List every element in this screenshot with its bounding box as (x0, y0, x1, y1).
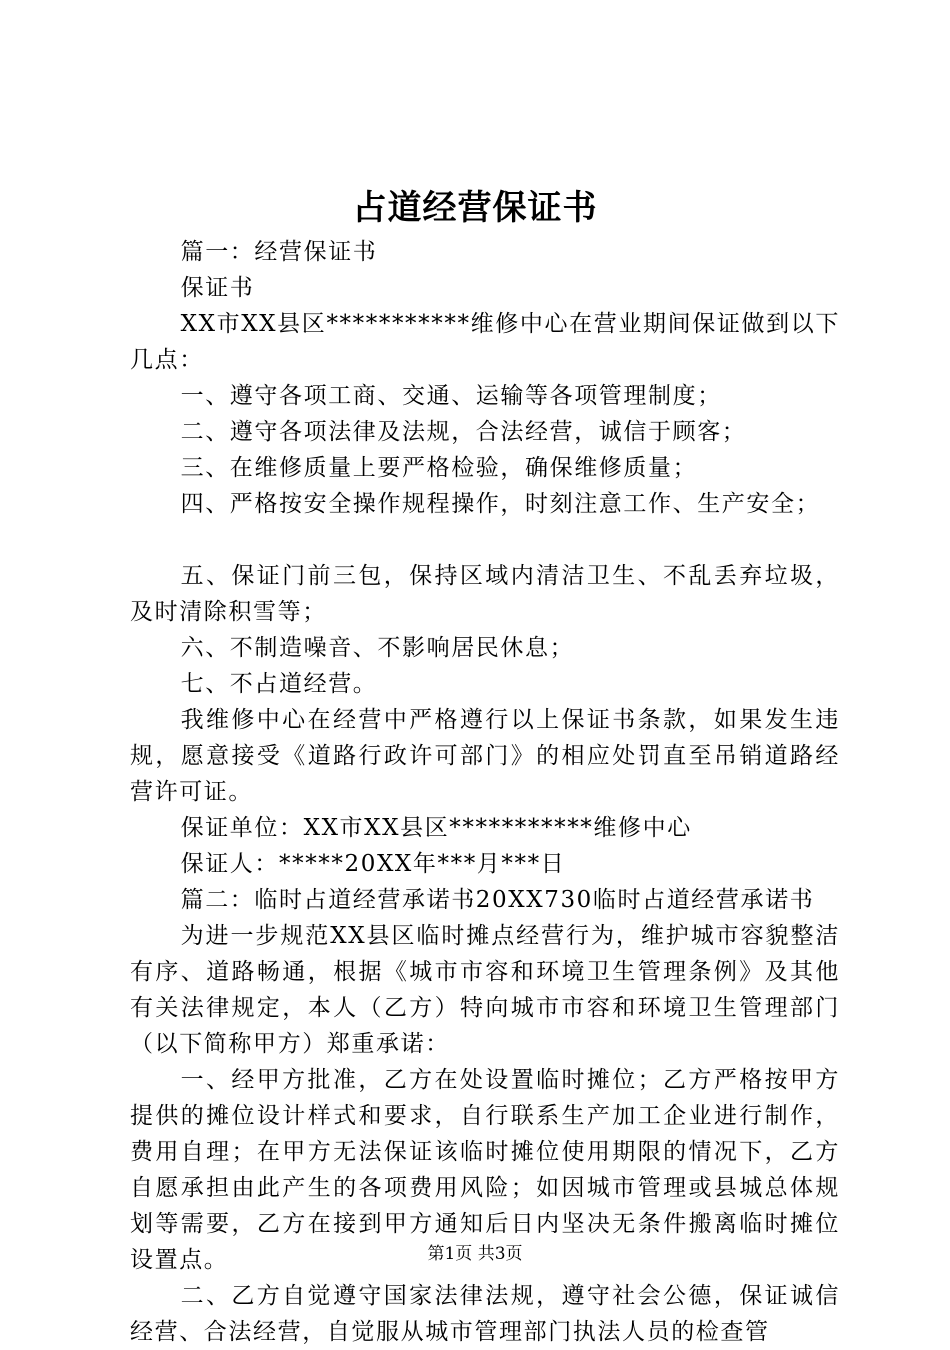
paragraph-7: 四、严格按安全操作规程操作，时刻注意工作、生产安全； (180, 491, 821, 517)
paragraph-13: 保证人：*****20XX年***月***日 (180, 851, 566, 877)
paragraph-10: 七、不占道经营。 (180, 671, 378, 697)
page-footer: 第1页 共3页 (427, 1244, 523, 1264)
paragraph-11: 我维修中心在经营中严格遵行以上保证书条款，如果发生违规，愿意接受《道路行政许可部门》的相应处罚直至吊销道路经营许可证。 (130, 707, 840, 805)
paragraph-12: 保证单位：XX市XX县区***********维修中心 (180, 815, 692, 841)
paragraph-14: 篇二：临时占道经营承诺书20XX730临时占道经营承诺书 (180, 887, 815, 913)
paragraph-1: 篇一：经营保证书 (180, 239, 378, 265)
paragraph-17: 二、乙方自觉遵守国家法律法规，遵守社会公德，保证诚信经营、合法经营，自觉服从城市管理部门执法人员的检查管 (130, 1283, 840, 1345)
document-body (130, 234, 840, 1350)
document-title: 占道经营保证书 (352, 188, 598, 228)
paragraph-3: XX市XX县区***********维修中心在营业期间保证做到以下几点： (130, 311, 840, 373)
paragraph-16: 一、经甲方批准，乙方在处设置临时摊位；乙方严格按甲方提供的摊位设计样式和要求，自行联系生产加工企业进行制作，费用自理；在甲方无法保证该临时摊位使用期限的情况下，乙方自愿承担由此产生的各项费用风险；如因城市管理或县城总体规划等需要，乙方在接到甲方通知后日内坚决无条件搬离临时摊位设置点。 (130, 1067, 840, 1273)
paragraph-9: 六、不制造噪音、不影响居民休息； (180, 635, 575, 661)
paragraph-8: 五、保证门前三包，保持区域内清洁卫生、不乱丢弃垃圾，及时清除积雪等； (130, 563, 840, 625)
paragraph-2: 保证书 (180, 275, 255, 301)
paragraph-6: 三、在维修质量上要严格检验，确保维修质量； (180, 455, 698, 481)
paragraph-5: 二、遵守各项法律及法规，合法经营，诚信于顾客； (180, 419, 747, 445)
paragraph-4: 一、遵守各项工商、交通、运输等各项管理制度； (180, 383, 722, 409)
paragraph-15: 为进一步规范XX县区临时摊点经营行为，维护城市容貌整洁有序、道路畅通，根据《城市市容和环境卫生管理条例》及其他有关法律规定，本人（乙方）特向城市市容和环境卫生管理部门（以下简称甲方）郑重承诺： (130, 923, 840, 1057)
